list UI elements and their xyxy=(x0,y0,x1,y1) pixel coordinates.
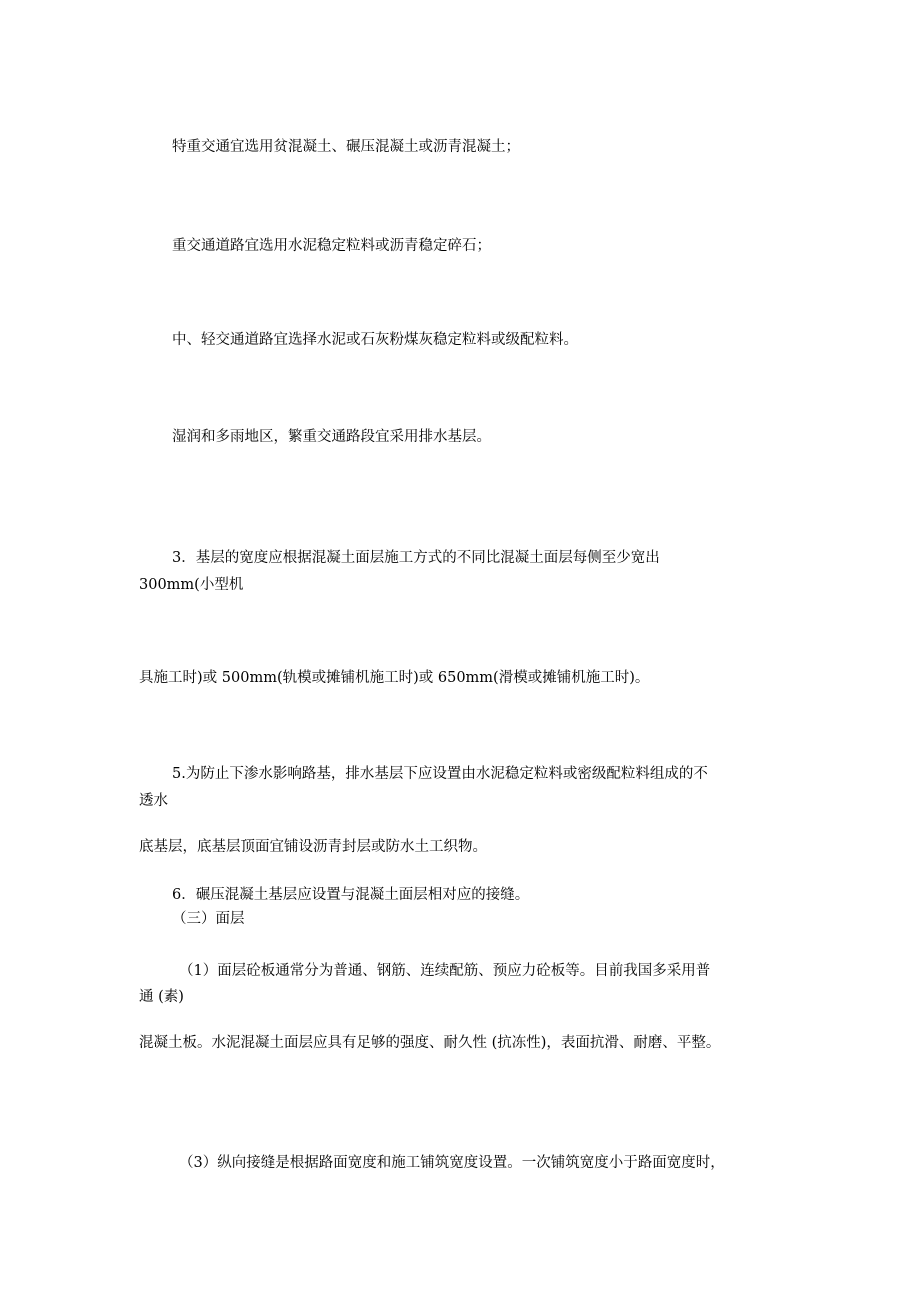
paragraph-3-longitudinal-joints: （3）纵向接缝是根据路面宽度和施工铺筑宽度设置。一次铺筑宽度小于路面宽度时， xyxy=(179,1155,725,1171)
paragraph-heavy-road: 重交通道路宜选用水泥稳定粒料或沥青稳定碎石； xyxy=(172,238,491,254)
paragraph-3-continuation: 300mm(小型机 xyxy=(139,577,244,593)
paragraph-5-subbase: 底基层，底基层顶面宜铺设沥青封层或防水土工织物。 xyxy=(139,839,487,855)
paragraph-3-base-width: 3．基层的宽度应根据混凝土面层施工方式的不同比混凝土面层每侧至少宽出 xyxy=(172,550,660,566)
paragraph-5-drainage: 5.为防止下渗水影响路基，排水基层下应设置由水泥稳定粒料或密级配粒料组成的不 xyxy=(172,766,708,782)
paragraph-5-continuation: 透水 xyxy=(139,793,168,809)
paragraph-wet-region: 湿润和多雨地区，繁重交通路段宜采用排水基层。 xyxy=(172,429,491,445)
paragraph-6-joints: 6．碾压混凝土基层应设置与混凝土面层相对应的接缝。 xyxy=(172,887,530,903)
section-heading-surface: （三）面层 xyxy=(172,911,245,927)
paragraph-1-requirements: 混凝土板。水泥混凝土面层应具有足够的强度、耐久性 (抗冻性)，表面抗滑、耐磨、平整。 xyxy=(139,1035,721,1051)
paragraph-3-construction: 具施工时)或 500mm(轨模或摊铺机施工时)或 650mm(滑模或摊铺机施工时)。 xyxy=(139,670,650,686)
paragraph-medium-light-road: 中、轻交通道路宜选择水泥或石灰粉煤灰稳定粒料或级配粒料。 xyxy=(172,332,578,348)
paragraph-heavy-traffic: 特重交通宜选用贫混凝土、碾压混凝土或沥青混凝土； xyxy=(172,139,520,155)
paragraph-1-continuation: 通 (素) xyxy=(139,989,184,1005)
paragraph-1-slab-types: （1）面层砼板通常分为普通、钢筋、连续配筋、预应力砼板等。目前我国多采用普 xyxy=(179,963,711,979)
